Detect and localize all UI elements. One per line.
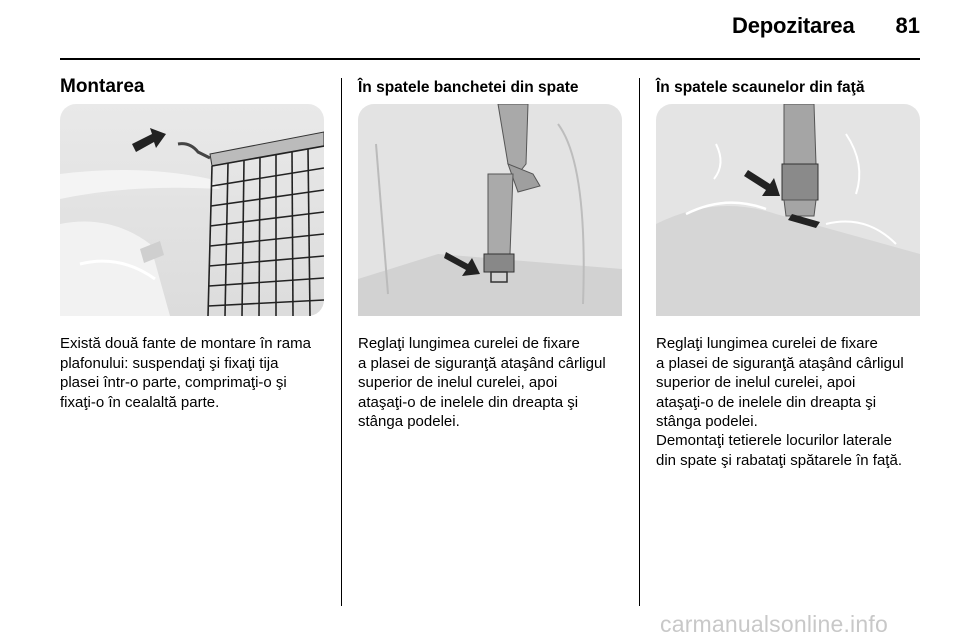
front-seats-strap-illustration <box>656 104 920 316</box>
text-line: stânga podelei. <box>656 413 758 430</box>
text-line: a plasei de siguranţă ataşând cârligul <box>656 354 904 372</box>
column-divider <box>341 78 342 606</box>
page-number: 81 <box>895 13 920 38</box>
text-line: a plasei de siguranţă ataşând cârligul <box>358 354 606 372</box>
text-line: din spate şi rabataţi spătarele în faţă. <box>656 451 902 469</box>
paragraph <box>60 334 311 412</box>
section-heading-front-seats: În spatele scaunelor din faţă <box>656 79 865 96</box>
text-line: superior de inelul curelei, apoi <box>656 374 856 391</box>
paragraph <box>656 334 904 432</box>
text-line: Reglaţi lungimea curelei de fixare <box>656 335 878 352</box>
text-line: superior de inelul curelei, apoi <box>358 374 558 391</box>
watermark: carmanualsonline.info <box>660 611 888 637</box>
text-line: ataşaţi-o de inelele din dreapta şi <box>656 393 877 411</box>
text-line: Reglaţi lungimea curelei de fixare <box>358 335 580 352</box>
rear-bench-strap-illustration <box>358 104 622 316</box>
column-divider <box>639 78 640 606</box>
cargo-net-mounting-illustration <box>60 104 324 316</box>
text-line: fixaţi-o în cealaltă parte. <box>60 393 220 411</box>
text-line: Demontaţi tetierele locurilor laterale <box>656 432 892 449</box>
page-title: Depozitarea <box>732 13 855 38</box>
section-heading-rear-bench: În spatele banchetei din spate <box>358 79 579 96</box>
text-line: plasei într-o parte, comprimaţi-o şi <box>60 374 287 391</box>
paragraph <box>358 334 606 432</box>
text-line: Există două fante de montare în rama <box>60 335 311 352</box>
section-heading-montarea: Montarea <box>60 76 145 97</box>
paragraph <box>656 431 902 470</box>
text-line: plafonului: suspendaţi şi fixaţi tija <box>60 354 279 372</box>
text-line: stânga podelei. <box>358 413 460 430</box>
text-line: ataşaţi-o de inelele din dreapta şi <box>358 393 579 411</box>
header-rule <box>60 58 920 60</box>
